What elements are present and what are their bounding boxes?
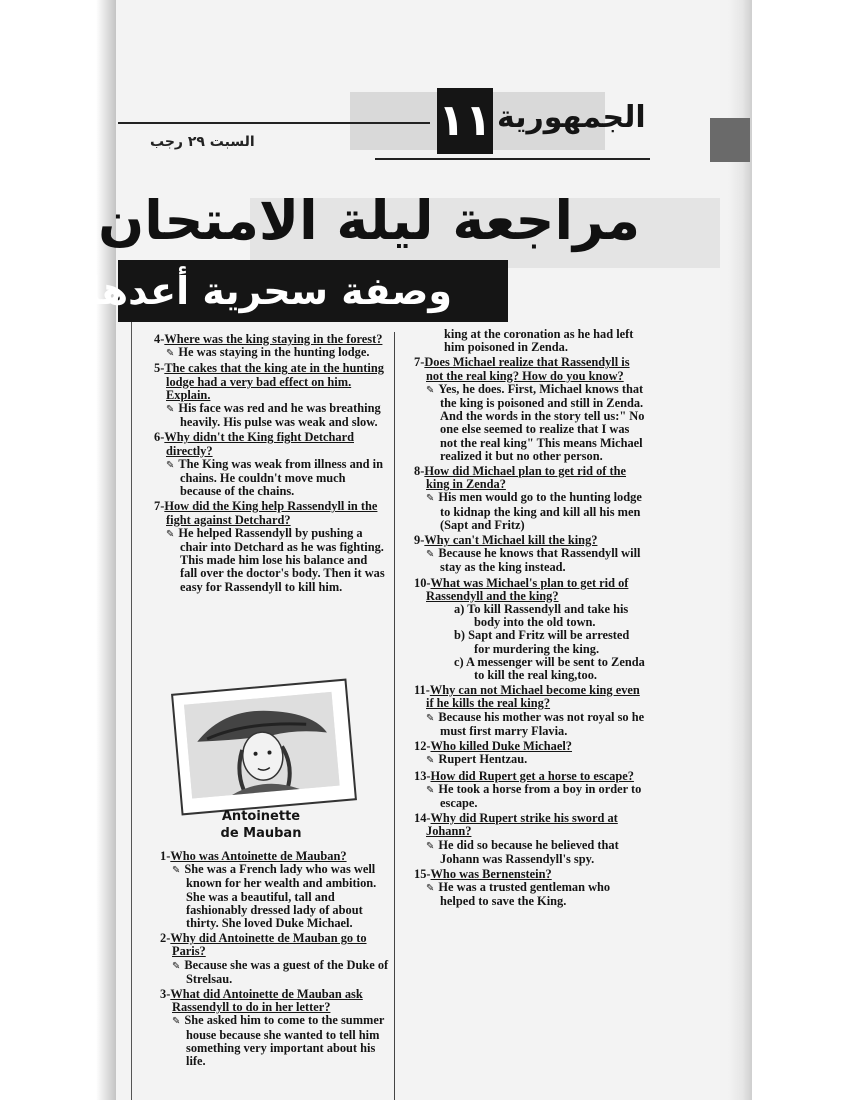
paper-fold-shadow	[96, 0, 118, 1100]
qa-item	[154, 333, 386, 360]
question	[154, 500, 386, 526]
answer	[160, 959, 392, 986]
answer-arrow-icon: ✎	[172, 865, 181, 877]
question-text: Who killed Duke Michael?	[430, 739, 573, 754]
page-number: ١١	[437, 88, 493, 154]
question-text: How did Michael plan to get rid of the king in Zenda?	[424, 464, 627, 492]
question-text: Does Michael realize that Rassendyll is not the real king? How do you know?	[424, 355, 630, 383]
answer-text: He was a trusted gentleman who helped to save the King.	[438, 880, 611, 909]
qa-item	[414, 770, 646, 811]
question-number: 7-	[414, 355, 425, 370]
question	[160, 988, 392, 1014]
qa-item	[414, 684, 646, 738]
question-number: 2-	[160, 931, 171, 946]
sub-answer-text: To kill Rassendyll and take his body into the old town.	[467, 602, 629, 630]
answer	[154, 458, 386, 499]
answer-arrow-icon: ✎	[426, 784, 435, 796]
question	[414, 577, 646, 603]
answer-arrow-icon: ✎	[166, 528, 175, 540]
qa-item	[414, 534, 646, 575]
answer-arrow-icon: ✎	[426, 712, 435, 724]
sub-answer-label: a)	[454, 602, 468, 617]
right-column-lead-in: king at the coronation as he had left him poisoned in Zenda.	[444, 327, 634, 355]
answer	[414, 383, 646, 463]
answer-text: His men would go to the hunting lodge to kidnap the king and kill all his men (Sapt and Fritz)	[438, 490, 642, 532]
question-text: How did the King help Rassendyll in the fight against Detchard?	[164, 499, 378, 527]
header-rule-bottom	[375, 158, 650, 160]
question	[154, 362, 386, 402]
dateline: السبت ٢٩ رجب	[150, 134, 255, 150]
question-text: Who was Bernenstein?	[430, 866, 552, 881]
answer-arrow-icon: ✎	[426, 549, 435, 561]
qa-item	[414, 356, 646, 463]
caption-line-1: Antoinette	[221, 809, 301, 824]
qa-item	[414, 868, 646, 909]
question-number: 11-	[414, 683, 430, 698]
answer	[414, 491, 646, 532]
answer-arrow-icon: ✎	[426, 384, 435, 396]
newspaper-logo: الجمهورية	[497, 100, 646, 135]
subheadline-bar	[28, 260, 508, 322]
sub-answer	[414, 656, 646, 682]
answer-text: He was staying in the hunting lodge.	[178, 345, 370, 360]
antoinette-portrait-frame	[171, 679, 357, 816]
answer	[414, 881, 646, 908]
right-column-items	[414, 356, 646, 908]
answer-text: Rupert Hentzau.	[438, 752, 528, 767]
qa-item	[414, 740, 646, 767]
question-number: 4-	[154, 332, 165, 346]
qa-item	[414, 812, 646, 866]
question-text: The cakes that the king ate in the hunting lodge had a very bad effect on him. Explain.	[164, 361, 384, 402]
right-column-questions	[414, 328, 646, 911]
answer-text: Because she was a guest of the Duke of Strelsau.	[184, 957, 389, 986]
question-number: 13-	[414, 768, 431, 783]
question-text: Who was Antoinette de Mauban?	[170, 849, 347, 863]
sub-answer-text: A messenger will be sent to Zenda to kill the real king,too.	[466, 654, 645, 683]
question-text: How did Rupert get a horse to escape?	[430, 768, 634, 783]
left-column-questions	[154, 333, 386, 596]
sub-answer-text: Sapt and Fritz will be arrested for murdering the king.	[468, 628, 630, 656]
main-headline: مراجعة ليلة الامتحان	[98, 189, 640, 252]
answer-arrow-icon: ✎	[426, 883, 435, 895]
question	[414, 465, 646, 491]
answer-text: He helped Rassendyll by pushing a chair into Detchard as he was fighting. This made him lose his balance and fall over the doctor's body. Then it was easy for Rassendyll to kill him.	[178, 525, 385, 594]
answer-arrow-icon: ✎	[426, 493, 435, 505]
question	[414, 812, 646, 838]
column-divider	[394, 332, 395, 1100]
question	[414, 356, 646, 382]
qa-item	[414, 577, 646, 683]
answer	[154, 402, 386, 429]
answer	[414, 711, 646, 738]
question-number: 1-	[160, 849, 171, 863]
answer-arrow-icon: ✎	[166, 459, 175, 471]
paper-right-edge	[728, 0, 752, 1100]
answer-arrow-icon: ✎	[426, 840, 435, 852]
qa-item	[414, 465, 646, 532]
sub-answer	[414, 603, 646, 629]
answer	[154, 527, 386, 594]
answer-text: She was a French lady who was well known for her wealth and ambition. She was a beautiful, tall and fashionably dressed lady of about thirty. She loved Duke Michael.	[184, 862, 377, 931]
answer-text: Yes, he does. First, Michael knows that the king is poisoned and still in Zenda. And the words in the story tell us:" No one else seemed to realize that I was not the real king" This means Michael realized it but no other person.	[438, 381, 645, 463]
answer	[414, 839, 646, 866]
answer-text: Because his mother was not royal so he must first marry Flavia.	[438, 709, 645, 738]
answer	[414, 783, 646, 810]
caption-line-2: de Mauban	[220, 826, 302, 841]
question-text: What was Michael's plan to get rid of Rassendyll and the king?	[426, 575, 629, 603]
qa-item	[154, 500, 386, 593]
portrait-illustration	[184, 692, 340, 799]
answer-arrow-icon: ✎	[172, 1016, 181, 1028]
question-text: Where was the king staying in the forest?	[164, 332, 383, 346]
answer-arrow-icon: ✎	[426, 755, 435, 767]
answer	[414, 547, 646, 574]
question-text: Why didn't the King fight Detchard directly?	[164, 430, 354, 458]
answer	[160, 1014, 392, 1068]
question-number: 7-	[154, 499, 165, 514]
question-number: 14-	[414, 811, 431, 826]
question-number: 12-	[414, 739, 431, 754]
portrait-caption	[206, 808, 316, 842]
question-number: 9-	[414, 533, 425, 548]
answer-text: He did so because he believed that Johann was Rassendyll's spy.	[438, 837, 619, 866]
question-number: 6-	[154, 430, 165, 445]
portrait-drawing	[184, 692, 340, 799]
qa-item	[160, 850, 392, 930]
page-edge-tab	[710, 118, 750, 162]
qa-item	[154, 362, 386, 429]
question	[414, 684, 646, 710]
question-text: Why did Rupert strike his sword at Johann?	[426, 811, 618, 839]
question	[160, 932, 392, 958]
question-number: 10-	[414, 575, 431, 590]
answer-text: Because he knows that Rassendyll will stay as the king instead.	[438, 546, 641, 575]
sub-answer	[414, 629, 646, 655]
question-number: 3-	[160, 987, 171, 1002]
answer	[154, 346, 386, 360]
header-rule-top	[118, 122, 430, 124]
question	[154, 431, 386, 457]
question-text: Why can not Michael become king even if he kills the real king?	[426, 683, 640, 711]
question-number: 5-	[154, 361, 165, 376]
question-text: Why did Antoinette de Mauban go to Paris?	[170, 931, 367, 959]
qa-item	[160, 932, 392, 986]
question-text: Why can't Michael kill the king?	[424, 533, 598, 548]
left-column-antoinette-questions	[160, 850, 392, 1070]
answer-arrow-icon: ✎	[172, 960, 181, 972]
question-text: What did Antoinette de Mauban ask Rassendyll to do in her letter?	[170, 987, 363, 1015]
qa-item	[160, 988, 392, 1068]
answer-arrow-icon: ✎	[166, 348, 175, 360]
subheadline-text: وصفة سحرية أعدها ال	[28, 269, 452, 313]
answer-text: His face was red and he was breathing heavily. His pulse was weak and slow.	[178, 401, 381, 430]
sub-answer-label: b)	[454, 628, 469, 643]
answer-text: He took a horse from a boy in order to escape.	[438, 781, 642, 810]
left-box-rule	[131, 322, 132, 1100]
answer-text: She asked him to come to the summer house because she wanted to tell him something very important about his life.	[184, 1013, 385, 1069]
answer	[414, 753, 646, 767]
answer	[160, 863, 392, 930]
question-number: 8-	[414, 464, 425, 479]
answer-arrow-icon: ✎	[166, 404, 175, 416]
question-number: 15-	[414, 866, 431, 881]
answer-text: The King was weak from illness and in chains. He couldn't move much because of the chains.	[178, 456, 383, 499]
qa-item	[154, 431, 386, 498]
sub-answer-label: c)	[454, 654, 467, 669]
